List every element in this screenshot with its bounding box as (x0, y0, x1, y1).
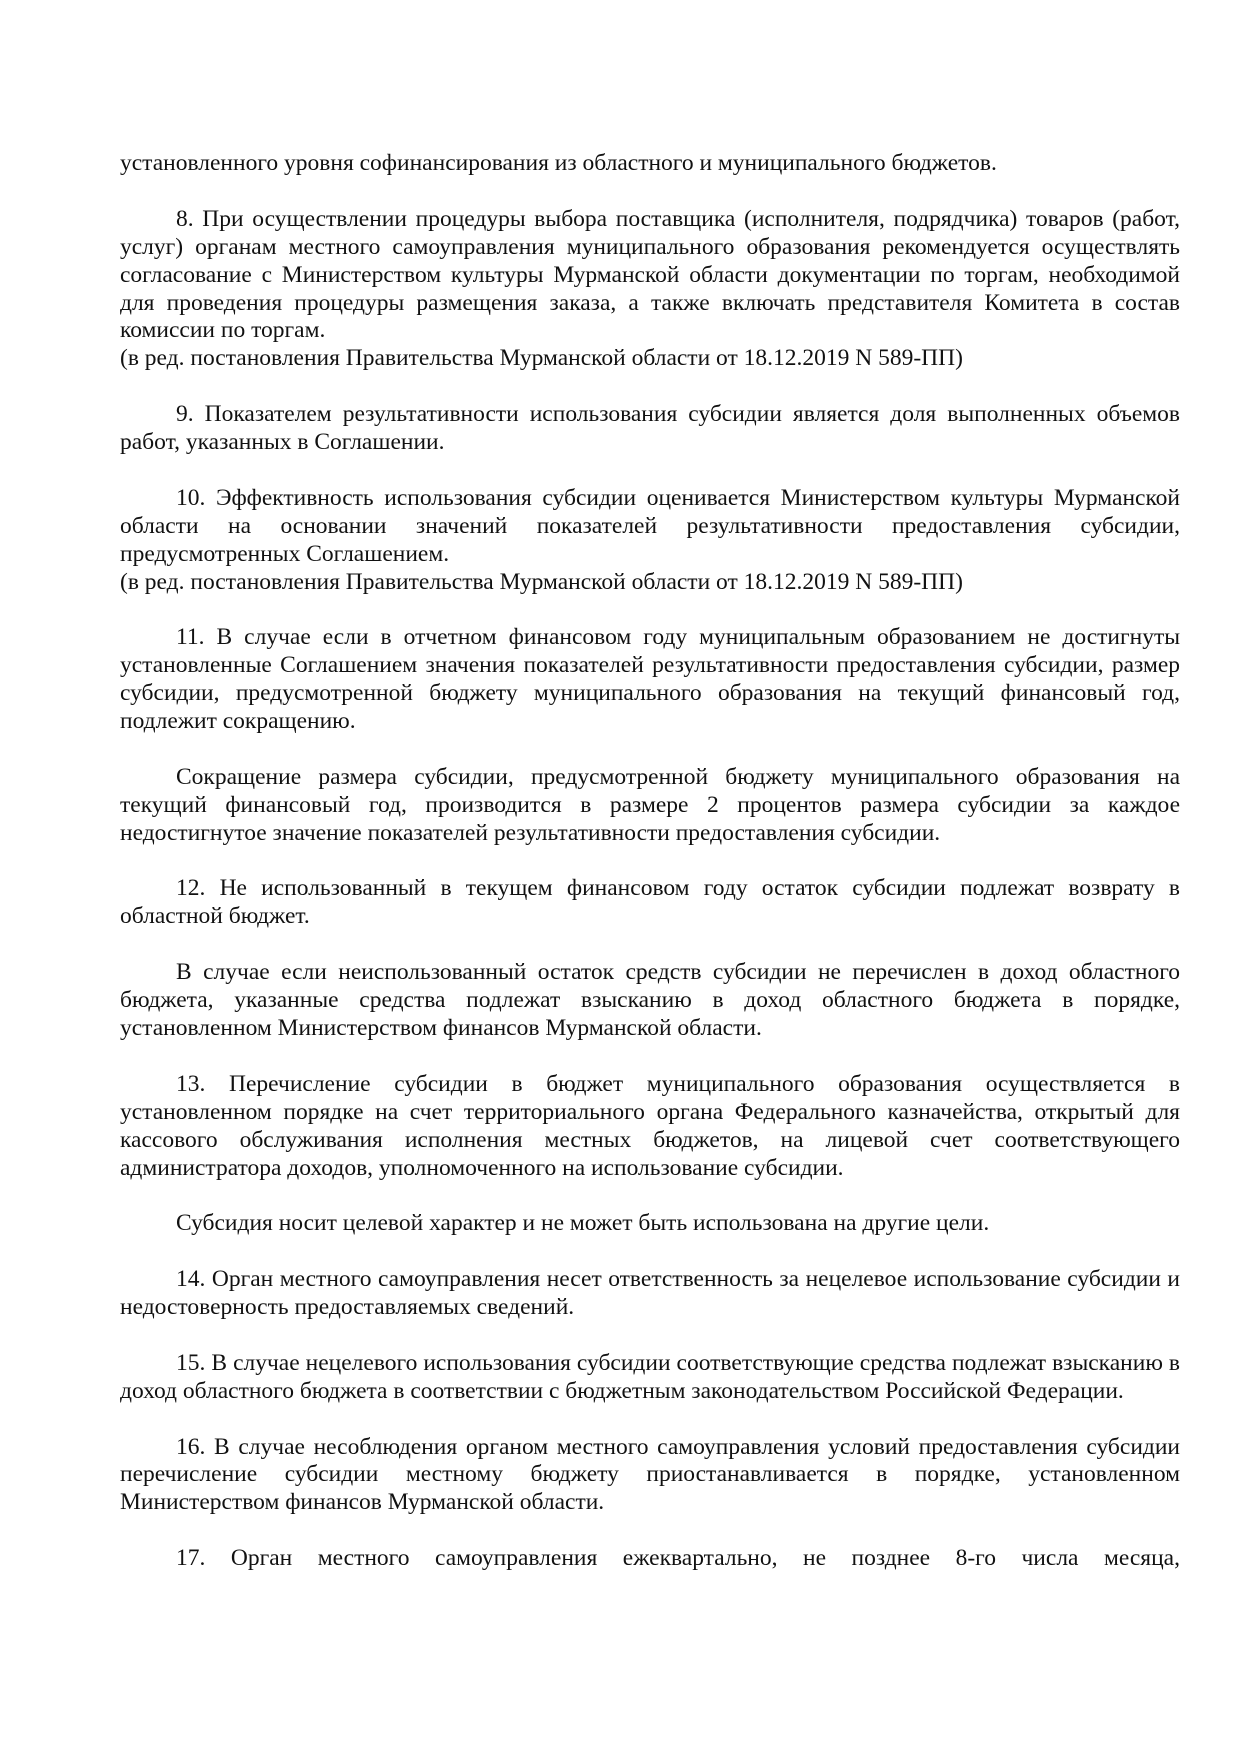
paragraph-13: 13. Перечисление субсидии в бюджет муниципального образования осуществляется в установленном порядке на счет территориального органа Федерального казначейства, открытый для кассового обслуживания исполнения местных бюджетов, на лицевой счет соответствующего администратора доходов, уполномоченного на использование субсидии. (120, 1070, 1180, 1181)
paragraph-12-recovery: В случае если неиспользованный остаток средств субсидии не перечислен в доход областного бюджета, указанные средства подлежат взысканию в доход областного бюджета в порядке, установленном Министерством финансов Мурманской области. (120, 959, 1180, 1041)
paragraph-17: 17. Орган местного самоуправления ежеквартально, не позднее 8-го числа месяца, (176, 1545, 1180, 1572)
edition-note: (в ред. постановления Правительства Мурманской области от 18.12.2019 N 589-ПП) (120, 345, 963, 372)
paragraph-10: 10. Эффективность использования субсидии оценивается Министерством культуры Мурманской области на основании значений показателей результативности предоставления субсидии, предусмотренных Соглашением. (120, 484, 1180, 567)
paragraph-14: 14. Орган местного самоуправления несет ответственность за нецелевое использование субсидии и недостоверность предоставляемых сведений. (120, 1266, 1180, 1320)
paragraph-15: 15. В случае нецелевого использования субсидии соответствующие средства подлежат взысканию в доход областного бюджета в соответствии с бюджетным законодательством Российской Федерации. (120, 1349, 1180, 1404)
edition-note: (в ред. постановления Правительства Мурманской области от 18.12.2019 N 589-ПП) (120, 568, 963, 595)
paragraph-16: 16. В случае несоблюдения органом местного самоуправления условий предоставления субсидии перечисление субсидии местному бюджету приостанавливается в порядке, установленном Министерством финансов Мурманской области. (120, 1433, 1180, 1516)
paragraph-11-reduction: Сокращение размера субсидии, предусмотренной бюджету муниципального образования на текущий финансовый год, производится в размере 2 процентов размера субсидии за каждое недостигнутое значение показателей результативности предоставления субсидии. (120, 763, 1180, 846)
paragraph-continuation: установленного уровня софинансирования из областного и муниципального бюджетов. (120, 150, 997, 176)
paragraph-9: 9. Показателем результативности использования субсидии является доля выполненных объемов работ, указанных в Соглашении. (120, 401, 1180, 456)
paragraph-8: 8. При осуществлении процедуры выбора поставщика (исполнителя, подрядчика) товаров (работ, услуг) органам местного самоуправления муниципального образования рекомендуется осуществлять согласование с Министерством культуры Мурманской области документации по торгам, необходимой для проведения процедуры размещения заказа, а также включать представителя Комитета в состав комиссии по торгам. (120, 205, 1180, 344)
paragraph-13-purpose: Субсидия носит целевой характер и не может быть использована на другие цели. (176, 1210, 990, 1237)
paragraph-11: 11. В случае если в отчетном финансовом году муниципальным образованием не достигнуты установленные Соглашением значения показателей результативности предоставления субсидии, размер субсидии, предусмотренной бюджету муниципального образования на текущий финансовый год, подлежит сокращению. (120, 624, 1180, 735)
document-page (120, 150, 1180, 1601)
paragraph-12: 12. Не использованный в текущем финансовом году остаток субсидии подлежат возврату в областной бюджет. (120, 875, 1180, 930)
